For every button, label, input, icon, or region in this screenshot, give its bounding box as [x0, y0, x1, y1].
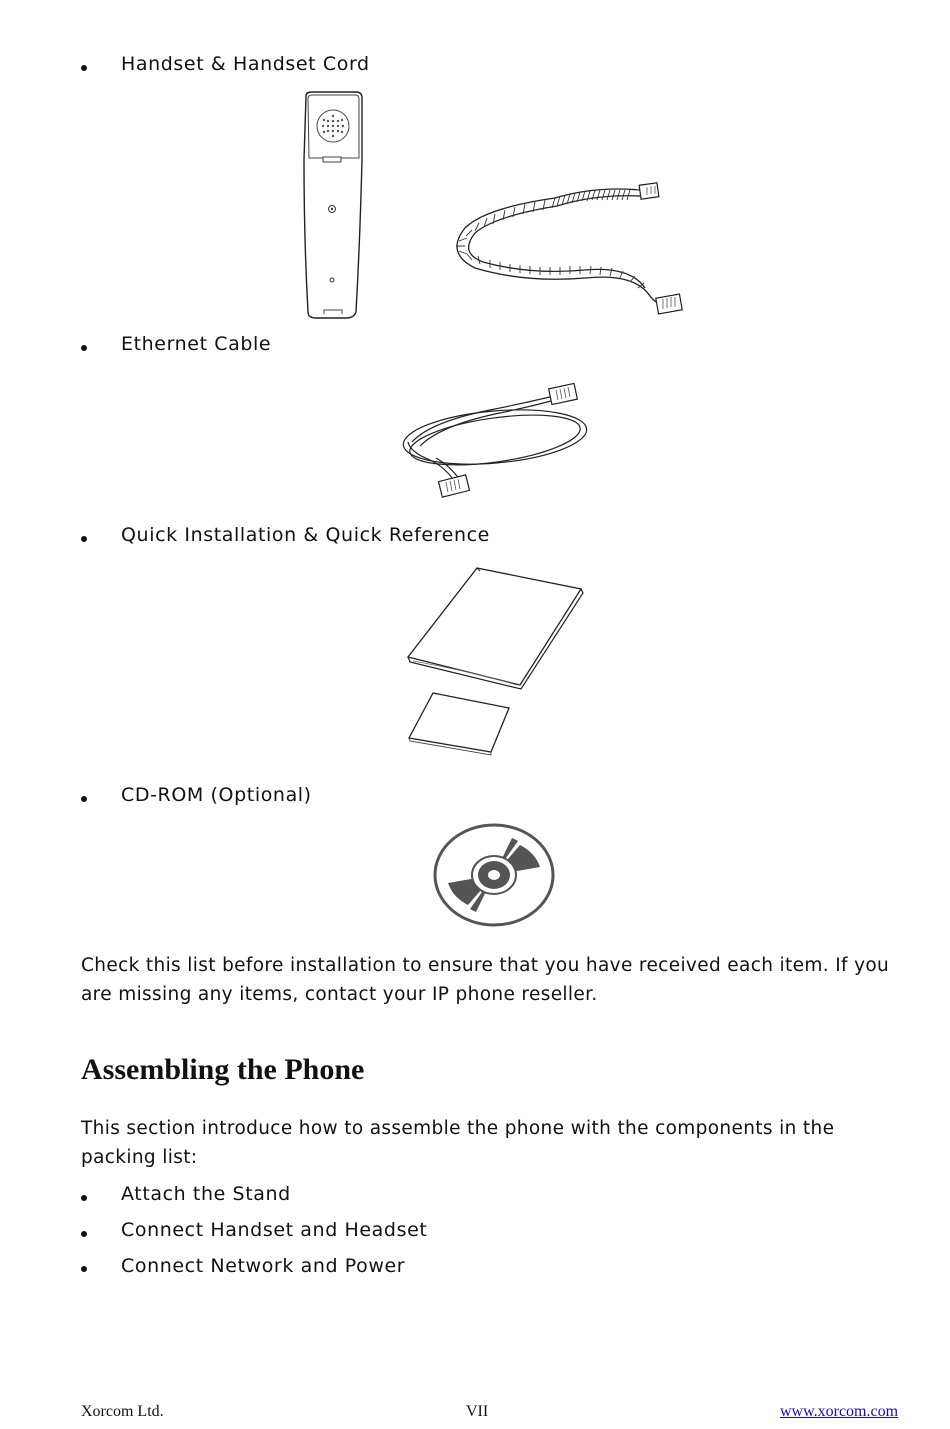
step-attach-stand: Attach the Stand [121, 1183, 291, 1205]
footer-company: Xorcom Ltd. [81, 1403, 164, 1420]
cd-rom-icon [432, 823, 556, 927]
bullet-cd-rom [81, 796, 87, 802]
quick-installation-booklet-image [405, 565, 590, 690]
bullet-step-stand [81, 1195, 87, 1201]
item-label-quick-guides: Quick Installation & Quick Reference [121, 524, 490, 546]
bullet-handset [81, 65, 87, 71]
handset-cord-image [445, 178, 695, 323]
check-list-paragraph: Check this list before installation to ensure that you have received each item. If you are missing any items, contact your IP phone reseller. [81, 955, 890, 1005]
bullet-step-handset [81, 1231, 87, 1237]
step-connect-handset: Connect Handset and Headset [121, 1219, 428, 1241]
footer-website-link[interactable]: www.xorcom.com [780, 1403, 899, 1420]
item-label-handset: Handset & Handset Cord [121, 53, 370, 75]
step-connect-network: Connect Network and Power [121, 1255, 406, 1277]
bullet-quick-guides [81, 536, 87, 542]
handset-image [300, 90, 370, 320]
quick-reference-card-image [405, 690, 515, 755]
footer-page-number: VII [466, 1403, 489, 1420]
bullet-ethernet [81, 345, 87, 351]
section-heading: Assembling the Phone [81, 1053, 365, 1086]
section-intro-paragraph: This section introduce how to assemble the phone with the components in the packing list: [81, 1118, 835, 1168]
ethernet-cable-image [400, 382, 595, 502]
item-label-cd-rom: CD-ROM (Optional) [121, 784, 312, 806]
item-label-ethernet: Ethernet Cable [121, 333, 272, 355]
bullet-step-network [81, 1266, 87, 1272]
